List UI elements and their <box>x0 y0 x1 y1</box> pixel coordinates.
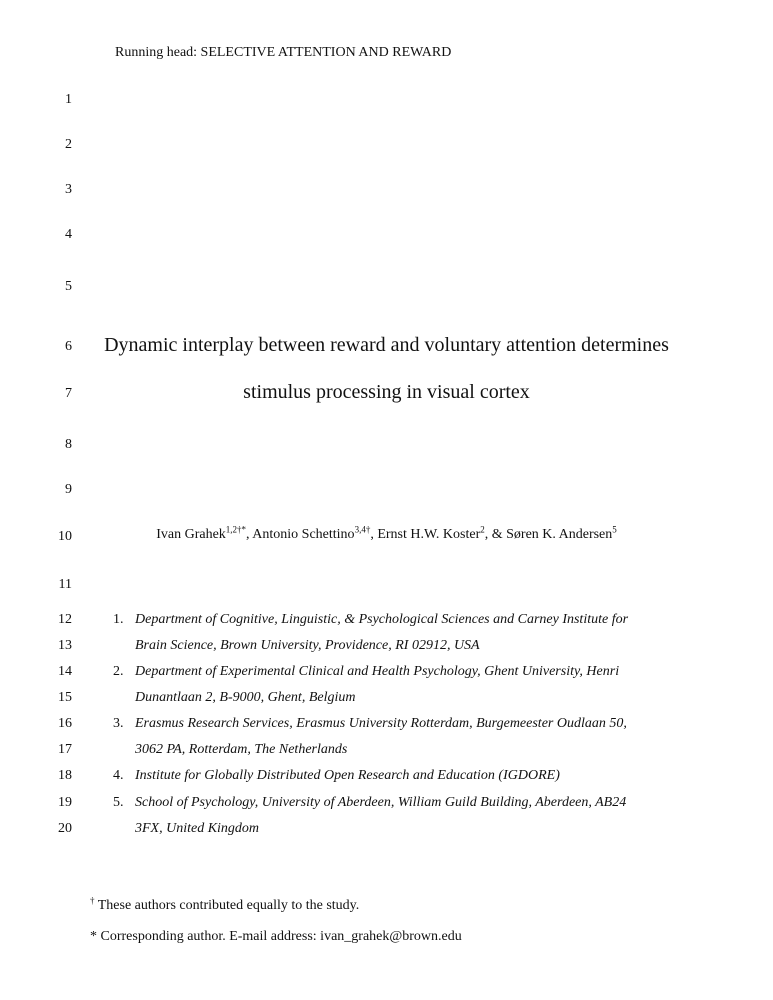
line-number: 14 <box>58 664 72 679</box>
line-number: 3 <box>65 182 72 197</box>
title-line-2: stimulus processing in visual cortex <box>243 381 530 403</box>
affiliation-text: School of Psychology, University of Aberdeen, William Guild Building, Aberdeen, AB24 <box>135 795 627 810</box>
corresponding-author-note: * Corresponding author. E-mail address: ivan_grahek@brown.edu <box>90 929 462 944</box>
line-number: 9 <box>65 482 72 497</box>
affiliation-text: Dunantlaan 2, B-9000, Ghent, Belgium <box>135 690 356 705</box>
line-number: 19 <box>58 795 72 810</box>
line-number: 17 <box>58 742 72 757</box>
author-separator: , & <box>484 527 507 542</box>
line-number: 18 <box>58 768 72 783</box>
author-name: Antonio Schettino <box>252 527 355 542</box>
line-number: 6 <box>65 339 72 354</box>
affiliation-number: 3. <box>113 716 124 731</box>
affiliation-text: 3062 PA, Rotterdam, The Netherlands <box>135 742 348 757</box>
line-number: 11 <box>58 577 72 592</box>
dagger-marker: † <box>90 895 95 906</box>
affiliation-number: 4. <box>113 768 124 783</box>
affiliation-text: Brain Science, Brown University, Providence, RI 02912, USA <box>135 638 480 653</box>
author-affiliation-marker: 1,2†* <box>225 524 247 535</box>
author-affiliation-marker: 3,4† <box>354 524 371 535</box>
equal-contribution-text: These authors contributed equally to the study. <box>94 898 360 913</box>
affiliation-number: 2. <box>113 664 124 679</box>
equal-contribution-note <box>90 895 360 914</box>
line-number: 8 <box>65 437 72 452</box>
affiliation-number: 5. <box>113 795 124 810</box>
author-name: Ivan Grahek <box>156 527 226 542</box>
running-head: Running head: SELECTIVE ATTENTION AND REWARD <box>115 45 452 60</box>
affiliation-number: 1. <box>113 612 124 627</box>
line-number: 15 <box>58 690 72 705</box>
author-affiliation-marker: 5 <box>612 524 617 535</box>
line-number: 4 <box>65 227 72 242</box>
title-line-1: Dynamic interplay between reward and voluntary attention determines <box>104 334 669 356</box>
line-number: 1 <box>65 92 72 107</box>
author-name: Ernst H.W. Koster <box>377 527 481 542</box>
line-number: 7 <box>65 386 72 401</box>
author-separator: , <box>246 527 253 542</box>
line-number: 13 <box>58 638 72 653</box>
author-affiliation-marker: 2 <box>480 524 485 535</box>
line-number: 20 <box>58 821 72 836</box>
line-number: 12 <box>58 612 72 627</box>
line-number: 16 <box>58 716 72 731</box>
line-number: 2 <box>65 137 72 152</box>
affiliation-text: Erasmus Research Services, Erasmus University Rotterdam, Burgemeester Oudlaan 50, <box>135 716 627 731</box>
affiliation-text: Department of Experimental Clinical and Health Psychology, Ghent University, Henri <box>135 664 620 679</box>
author-separator: , <box>370 527 378 542</box>
author-list <box>90 524 683 543</box>
affiliation-text: 3FX, United Kingdom <box>135 821 260 836</box>
author-name: Søren K. Andersen <box>506 527 613 542</box>
affiliation-text: Institute for Globally Distributed Open Research and Education (IGDORE) <box>135 768 560 783</box>
line-number: 5 <box>65 279 72 294</box>
line-number: 10 <box>58 529 72 544</box>
affiliation-text: Department of Cognitive, Linguistic, & Psychological Sciences and Carney Institute for <box>135 612 629 627</box>
